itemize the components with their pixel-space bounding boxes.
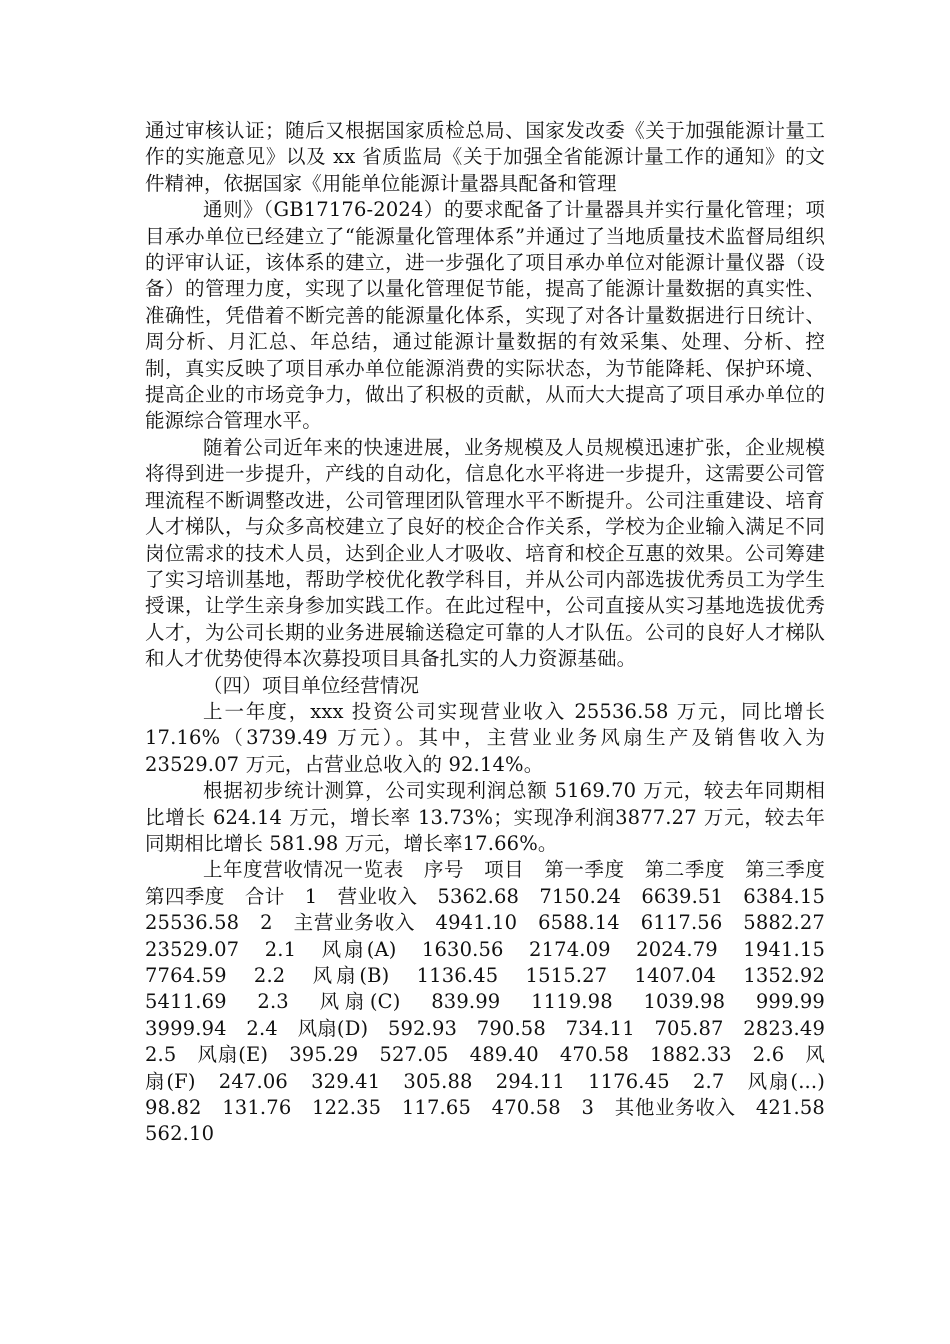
paragraph-talent-development: 随着公司近年来的快速进展，业务规模及人员规模迅速扩张，企业规模将得到进一步提升，产线的自动化，信息化水平将进一步提升，这需要公司管理流程不断调整改进，公司管理团队管理水平不断提升。公司注重建设、培育人才梯队，与众多高校建立了良好的校企合作关系，学校为企业输入满足不同岗位需求的技术人员，达到企业人才吸收、培育和校企互惠的效果。公司筹建了实习培训基地，帮助学校优化教学科目，并从公司内部选拔优秀员工为学生授课，让学生亲身参加实践工作。在此过程中，公司直接从实习基地选拔优秀人才，为公司长期的业务进展输送稳定可靠的人才队伍。公司的良好人才梯队和人才优势使得本次募投项目具备扎实的人力资源基础。 xyxy=(145,435,825,671)
section-heading-operations: （四）项目单位经营情况 xyxy=(203,673,420,697)
paragraph-revenue-table-inline: 上年度营收情况一览表 序号 项目 第一季度 第二季度 第三季度 第四季度 合计 1 营业收入 5362.68 7150.24 6639.51 6384.15 25536.58 2 主营业务收入 4941.10 6588.14 6117.56 5882.27 23529.07 2.1 风扇(A) 1630.56 2174.09 2024.79 1941.15 7764.59 2.2 风扇(B) 1136.45 1515.27 1407.04 1352.92 5411.69 2.3 风扇(C) 839.99 1119.98 1039.98 999.99 3999.94 2.4 风扇(D) 592.93 790.58 734.11 705.87 2823.49 2.5 风扇(E) 395.29 527.05 489.40 470.58 1882.33 2.6 风扇(F) 247.06 329.41 305.88 294.11 1176.45 2.7 风扇(...) 98.82 131.76 122.35 117.65 470.58 3 其他业务收入 421.58 562.10 xyxy=(145,858,845,1146)
document-body xyxy=(145,118,845,1148)
paragraph-energy-certification: 通过审核认证；随后又根据国家质检总局、国家发改委《关于加强能源计量工作的实施意见》以及 xx 省质监局《关于加强全省能源计量工作的通知》的文件精神，依据国家《用能单位能源计量器具配备和管理 xyxy=(145,119,825,195)
paragraph-revenue-summary: 上一年度，xxx 投资公司实现营业收入 25536.58 万元，同比增长17.16%（3739.49 万元）。其中，主营业业务风扇生产及销售收入为23529.07 万元，占营业总收入的 92.14%。 xyxy=(145,699,825,776)
paragraph-profit-summary: 根据初步统计测算，公司实现利润总额 5169.70 万元，较去年同期相比增长 624.14 万元，增长率 13.73%；实现净利润3877.27 万元，较去年同期相比增长 581.98 万元，增长率17.66%。 xyxy=(145,779,825,855)
paragraph-energy-management: 通则》（GB17176-2024）的要求配备了计量器具并实行量化管理；项目承办单位已经建立了“能源量化管理体系”并通过了当地质量技术监督局组织的评审认证，该体系的建立，进一步强化了项目承办单位对能源计量仪器（设备）的管理力度，实现了以量化管理促节能，提高了能源计量数据的真实性、准确性，凭借着不断完善的能源量化体系，实现了对各计量数据进行日统计、周分析、月汇总、年总结，通过能源计量数据的有效采集、处理、分析、控制，真实反映了项目承办单位能源消费的实际状态，为节能降耗、保护环境、提高企业的市场竞争力，做出了积极的贡献，从而大大提高了项目承办单位的能源综合管理水平。 xyxy=(145,198,825,433)
